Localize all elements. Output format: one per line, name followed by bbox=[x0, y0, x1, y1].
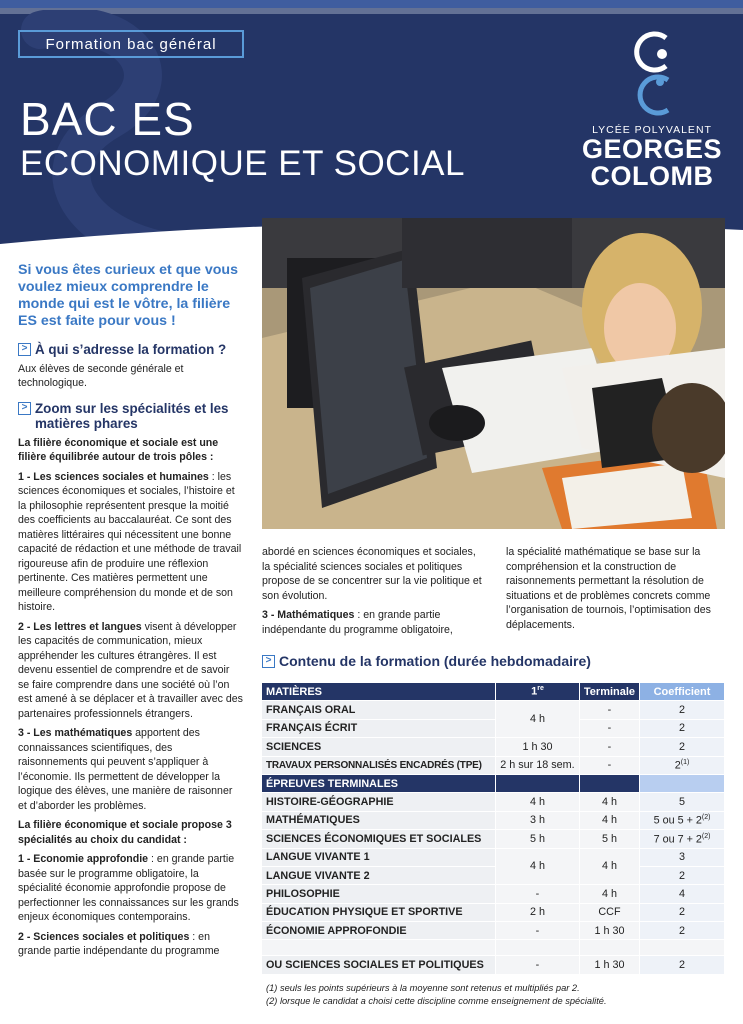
zoom-lead: La filière économique et sociale est une filière équilibrée autour de trois pôles : bbox=[18, 436, 219, 463]
section-zoom-heading bbox=[18, 401, 243, 432]
logo-lycee-label: LYCÉE POLYVALENT bbox=[592, 124, 712, 136]
specialite-2-continued: abordé en sciences économiques et sociales, la spécialité sciences sociales et politiques propose de se concentrer sur la vie politique et son évolution. bbox=[262, 546, 482, 602]
intro-text: Si vous êtes curieux et que vous voulez mieux comprendre le monde qui est le vôtre, la filière ES est faite pour vous ! bbox=[18, 262, 238, 329]
top-strip bbox=[0, 0, 743, 8]
table-row-blank bbox=[262, 940, 725, 956]
table-section-title: Contenu de la formation (durée hebdomadaire) bbox=[279, 653, 591, 669]
section-public-heading bbox=[18, 342, 243, 358]
band-cell bbox=[579, 774, 639, 792]
cell-coefficient bbox=[640, 940, 725, 956]
pole-2-text: visent à développer les capacités de communication, mieux appréhender les cultures étrangères. Il est devenu essentiel de comprendre et de savoir se faire comprendre dans une société où l’on est amené à se déplacer et à travailler avec des partenaires professionnels étrangers. bbox=[18, 620, 243, 720]
table-header-row bbox=[262, 683, 725, 701]
cell-matiere: FRANÇAIS ÉCRIT bbox=[262, 719, 496, 737]
band-cell bbox=[496, 774, 580, 792]
cell-premiere: 4 h bbox=[496, 701, 580, 738]
cell-premiere bbox=[496, 940, 580, 956]
specialite-2-text-start: : en bbox=[189, 930, 210, 943]
table-row bbox=[262, 719, 725, 737]
cell-premiere: 1 h 30 bbox=[496, 738, 580, 756]
cell-terminale: - bbox=[579, 738, 639, 756]
cell-matiere: ÉCONOMIE APPROFONDIE bbox=[262, 922, 496, 940]
cell-premiere: 2 h bbox=[496, 903, 580, 921]
cell-coefficient: 5 bbox=[640, 793, 725, 811]
formation-tag: Formation bac général bbox=[18, 30, 244, 58]
cell-matiere: SCIENCES ÉCONOMIQUES ET SOCIALES bbox=[262, 830, 496, 848]
specialite-1-label: 1 - Economie approfondie bbox=[18, 853, 149, 865]
cell-matiere: SCIENCES bbox=[262, 738, 496, 756]
header-banner bbox=[0, 0, 743, 244]
cell-terminale: 4 h bbox=[579, 885, 639, 903]
header-matieres: MATIÈRES bbox=[262, 683, 496, 701]
cell-premiere: 4 h bbox=[496, 848, 580, 885]
cell-matiere: HISTOIRE-GÉOGRAPHIE bbox=[262, 793, 496, 811]
table-row bbox=[262, 793, 725, 811]
specialite-2-label: 2 - Sciences sociales et politiques bbox=[18, 930, 190, 943]
cell-terminale: 4 h bbox=[579, 848, 639, 885]
cell-coefficient: 7 ou $7 + 2^{(2)}$ bbox=[640, 830, 725, 848]
cell-terminale: - bbox=[579, 756, 639, 774]
pole-2-label: 2 - Les lettres et langues bbox=[18, 620, 142, 633]
cell-terminale: - bbox=[579, 701, 639, 719]
table-row bbox=[262, 922, 725, 940]
cell-matiere: MATHÉMATIQUES bbox=[262, 811, 496, 829]
gc-logo-icon bbox=[622, 28, 682, 120]
cell-coefficient: 4 bbox=[640, 885, 725, 903]
curriculum-table bbox=[262, 683, 725, 975]
cell-matiere: OU SCIENCES SOCIALES ET POLITIQUES bbox=[262, 956, 496, 974]
cell-coefficient: 2 bbox=[640, 922, 725, 940]
left-column bbox=[18, 262, 243, 964]
zoom-lead-2: La filière économique et sociale propose 3 spécialités au choix du candidat : bbox=[18, 819, 232, 846]
cell-premiere: - bbox=[496, 922, 580, 940]
cell-terminale: 1 h 30 bbox=[579, 956, 639, 974]
cell-terminale: 4 h bbox=[579, 811, 639, 829]
specialite-3-continued: la spécialité mathématique se base sur la compréhension et la construction de raisonnements permettant la résolution de situations et de problèmes concrets comme l’organisation de tournois, l’optimisation des déplacements. bbox=[506, 546, 711, 631]
pole-1 bbox=[18, 470, 243, 615]
specialite-1 bbox=[18, 852, 243, 925]
cell-premiere: 4 h bbox=[496, 793, 580, 811]
cell-premiere: 5 h bbox=[496, 830, 580, 848]
pole-1-label: 1 - Les sciences sociales et humaines bbox=[18, 470, 209, 483]
pole-2 bbox=[18, 620, 243, 722]
classroom-photo-illustration bbox=[262, 218, 725, 529]
cell-coefficient: 3 bbox=[640, 848, 725, 866]
cell-coefficient: 2 bbox=[640, 956, 725, 974]
table-row bbox=[262, 848, 725, 866]
arrow-box-icon: > bbox=[262, 655, 275, 668]
cell-matiere: TRAVAUX PERSONNALISÉS ENCADRÉS (TPE) bbox=[262, 756, 496, 774]
cell-coefficient: 5 ou $5 + 2^{(2)}$ bbox=[640, 811, 725, 829]
specialite-3-start bbox=[262, 608, 484, 637]
cell-coefficient: 2$^{(1)}$ bbox=[640, 756, 725, 774]
header-coefficient: Coefficient bbox=[640, 683, 725, 701]
table-row bbox=[262, 885, 725, 903]
students-photo bbox=[262, 218, 725, 529]
pole-1-text: : les sciences économiques et sociales, l’histoire et la philosophie représentent presque la moitié des coefficients au baccalauréat. Ce sont des matières littéraires qui nécessitent une bonne capacité de rédaction et une méthode de travail rigoureuse afin de produire une réflexion pertinente. Ces matières permettent une meilleure compréhension du monde et de son histoire. bbox=[18, 470, 242, 613]
cell-matiere bbox=[262, 940, 496, 956]
specialite-1-text: : en grande partie basée sur le programme obligatoire, la spécialité économie approfondie propose de perfectionner les connaissances sur les grands enjeux économiques contemporains. bbox=[18, 853, 239, 923]
cell-premiere: - bbox=[496, 885, 580, 903]
section-public-text: Aux élèves de seconde générale et technologique. bbox=[18, 362, 184, 389]
cell-terminale: 1 h 30 bbox=[579, 922, 639, 940]
section-public-title: À qui s’adresse la formation ? bbox=[35, 342, 227, 357]
middle-column bbox=[262, 545, 484, 642]
table-row bbox=[262, 701, 725, 719]
table-row bbox=[262, 756, 725, 774]
cell-terminale: 5 h bbox=[579, 830, 639, 848]
specialite-3-label: 3 - Mathématiques bbox=[262, 609, 355, 621]
cell-matiere: PHILOSOPHIE bbox=[262, 885, 496, 903]
footnote-1: (1) seuls les points supérieurs à la moyenne sont retenus et multipliés par 2. bbox=[266, 983, 580, 993]
cell-coefficient: 2 bbox=[640, 719, 725, 737]
band-label: ÉPREUVES TERMINALES bbox=[262, 774, 496, 792]
arrow-box-icon: > bbox=[18, 402, 31, 415]
table-row bbox=[262, 903, 725, 921]
right-column bbox=[506, 545, 726, 637]
table-row bbox=[262, 830, 725, 848]
table-section-heading bbox=[262, 654, 591, 670]
header-premiere: 1re bbox=[496, 683, 580, 701]
logo-name-line2: COLOMB bbox=[590, 161, 714, 191]
header-terminale: Terminale bbox=[579, 683, 639, 701]
page-title: BAC ES bbox=[20, 93, 195, 145]
pole-3 bbox=[18, 726, 243, 813]
band-cell bbox=[640, 774, 725, 792]
table-row bbox=[262, 956, 725, 974]
table-row bbox=[262, 738, 725, 756]
specialite-3-text-start: : en grande partie indépendante du programme obligatoire, bbox=[262, 609, 453, 636]
school-logo bbox=[572, 28, 732, 208]
section-zoom-title: Zoom sur les spécialités et les matières phares bbox=[35, 400, 229, 431]
cell-premiere: - bbox=[496, 956, 580, 974]
cell-coefficient: 2 bbox=[640, 701, 725, 719]
specialite-2-start bbox=[18, 930, 243, 959]
pole-3-text: apportent des connaissances scientifiques, des raisonnements qui peuvent s’appliquer à l’économie. Ils permettent de développer la logique des élèves, une manière de raisonner et d’aborder les problèmes. bbox=[18, 727, 233, 812]
table-row bbox=[262, 866, 725, 884]
footnote-2: (2) lorsque le candidat a choisi cette discipline comme enseignement de spécialité. bbox=[266, 996, 607, 1006]
arrow-box-icon: > bbox=[18, 343, 31, 356]
cell-premiere: 3 h bbox=[496, 811, 580, 829]
col1-last-line: grande partie indépendante du programme bbox=[18, 945, 220, 957]
logo-name-line1: GEORGES bbox=[581, 134, 723, 164]
cell-matiere: LANGUE VIVANTE 2 bbox=[262, 866, 496, 884]
cell-matiere: FRANÇAIS ORAL bbox=[262, 701, 496, 719]
cell-coefficient: 2 bbox=[640, 738, 725, 756]
cell-terminale: CCF bbox=[579, 903, 639, 921]
cell-matiere: ÉDUCATION PHYSIQUE ET SPORTIVE bbox=[262, 903, 496, 921]
cell-terminale bbox=[579, 940, 639, 956]
cell-terminale: 4 h bbox=[579, 793, 639, 811]
cell-coefficient: 2 bbox=[640, 903, 725, 921]
pole-3-label: 3 - Les mathématiques bbox=[18, 727, 133, 739]
band-row bbox=[262, 774, 725, 792]
cell-matiere: LANGUE VIVANTE 1 bbox=[262, 848, 496, 866]
cell-terminale: - bbox=[579, 719, 639, 737]
page-subtitle: ECONOMIQUE ET SOCIAL bbox=[20, 144, 465, 183]
cell-premiere: 2 h sur 18 sem. bbox=[496, 756, 580, 774]
cell-coefficient: 2 bbox=[640, 866, 725, 884]
table-row bbox=[262, 811, 725, 829]
